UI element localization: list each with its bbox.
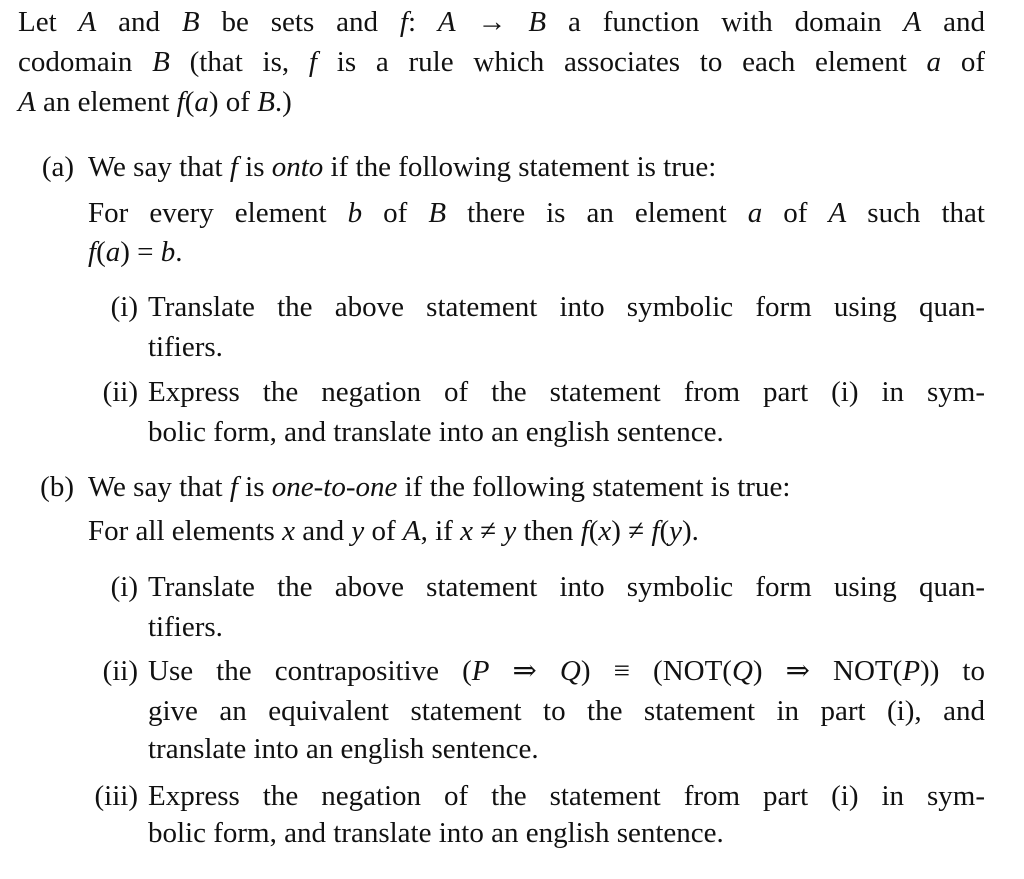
text-segment: ) of (208, 86, 258, 118)
text-segment: translate into an english sentence. (148, 733, 539, 765)
item-label: (ii) (102, 655, 138, 687)
text-segment: of (762, 197, 829, 229)
item-label: (i) (110, 291, 138, 323)
math-symbol: f (229, 471, 238, 503)
text-segment: of (362, 197, 429, 229)
math-symbol: B (152, 46, 170, 78)
math-symbol: x (598, 515, 612, 547)
text-segment: Use the contrapositive ( (148, 655, 472, 687)
text-segment: codomain (18, 46, 153, 78)
math-symbol: f (176, 86, 185, 118)
text-segment: Translate the above statement into symbolic form using quan- (148, 571, 985, 603)
text-segment: ( (588, 515, 599, 547)
math-symbol: B (181, 6, 200, 38)
text-segment: Express the negation of the statement from part (i) in sym- (148, 376, 985, 408)
text-segment: ( (184, 86, 195, 118)
text-line (88, 193, 985, 233)
text-line (148, 567, 985, 607)
text-segment: ( (659, 515, 670, 547)
math-symbol: Q (559, 655, 581, 687)
text-line (18, 42, 985, 82)
text-segment: such that (846, 197, 985, 229)
math-symbol: x (282, 515, 295, 547)
text-segment: )) to (920, 655, 985, 687)
text-segment: ). (681, 515, 699, 547)
text-segment: ( (96, 236, 106, 268)
math-symbol: P (471, 655, 490, 687)
text-segment: is (237, 471, 272, 503)
math-symbol: A (828, 197, 847, 229)
text-segment: .) (274, 86, 292, 118)
text-line (18, 82, 292, 122)
text-segment: be sets and (199, 6, 400, 38)
text-segment: and (294, 515, 352, 547)
text-line (148, 607, 223, 647)
text-segment: (that is, (169, 46, 309, 78)
item-label: (b) (40, 471, 74, 503)
text-segment: Translate the above statement into symbolic form using quan- (148, 291, 985, 323)
text-segment: a function with domain (546, 6, 904, 38)
text-segment: , if (420, 515, 461, 547)
math-symbol: A (903, 6, 922, 38)
text-segment: → (455, 6, 529, 38)
text-line (148, 327, 223, 367)
item-label: (iii) (94, 780, 138, 812)
math-symbol: y (351, 515, 365, 547)
text-segment: and (96, 6, 182, 38)
math-symbol: f (580, 515, 589, 547)
text-segment: We say that (88, 471, 230, 503)
text-segment: of (364, 515, 403, 547)
math-symbol: x (460, 515, 473, 547)
text-segment: give an equivalent statement to the statement in part (i), and (148, 695, 985, 727)
text-segment: tifiers. (148, 611, 223, 643)
text-line (18, 2, 985, 42)
text-line (88, 147, 716, 187)
math-symbol: b (160, 236, 176, 268)
text-segment: bolic form, and translate into an english sentence. (148, 416, 724, 448)
text-segment: Let (18, 6, 79, 38)
text-line (148, 372, 985, 412)
math-symbol: b (347, 197, 363, 229)
math-symbol: y (669, 515, 682, 547)
text-segment: ) = (120, 236, 161, 268)
math-symbol: B (257, 86, 275, 118)
math-symbol: one-to-one (271, 471, 398, 503)
math-symbol: f (651, 515, 660, 547)
text-segment: bolic form, and translate into an english sentence. (148, 817, 724, 849)
math-symbol: f (229, 151, 238, 183)
text-segment: of (941, 46, 985, 78)
text-line (88, 232, 183, 272)
text-line (148, 412, 724, 452)
math-symbol: a (194, 86, 209, 118)
text-segment: ≠ (472, 515, 504, 547)
math-symbol: Q (731, 655, 753, 687)
math-symbol: B (428, 197, 447, 229)
math-symbol: A (78, 6, 97, 38)
item-label: (i) (110, 571, 138, 603)
text-segment: then (516, 515, 581, 547)
text-segment: ) ⇒ NOT( (752, 655, 903, 687)
text-segment: and (921, 6, 985, 38)
math-symbol: B (528, 6, 547, 38)
text-line (88, 511, 699, 551)
text-line (148, 651, 985, 691)
text-line (148, 691, 985, 731)
text-segment: We say that (88, 151, 230, 183)
math-symbol: y (503, 515, 517, 547)
math-symbol: a (747, 197, 763, 229)
text-segment: For every element (88, 197, 348, 229)
text-segment: Express the negation of the statement from part (i) in sym- (148, 780, 985, 812)
text-segment: For all elements (88, 515, 283, 547)
text-segment: there is an element (446, 197, 748, 229)
item-label: (ii) (102, 376, 138, 408)
math-symbol: A (402, 515, 421, 547)
text-segment: ) ≠ (611, 515, 652, 547)
math-symbol: a (105, 236, 121, 268)
text-line (148, 813, 724, 853)
text-line (148, 776, 985, 816)
math-symbol: P (902, 655, 921, 687)
item-label: (a) (41, 151, 74, 183)
text-segment: ⇒ (489, 655, 560, 687)
text-segment: an element (35, 86, 177, 118)
text-segment: if the following statement is true: (323, 151, 717, 183)
text-segment: . (175, 236, 183, 268)
text-segment: is (237, 151, 272, 183)
math-symbol: f (308, 46, 317, 78)
text-segment: if the following statement is true: (397, 471, 791, 503)
text-segment: : (407, 6, 438, 38)
text-segment: tifiers. (148, 331, 223, 363)
math-symbol: A (18, 86, 36, 118)
text-segment: is a rule which associates to each element (316, 46, 927, 78)
text-line (148, 287, 985, 327)
math-symbol: A (437, 6, 456, 38)
text-line (148, 729, 539, 769)
math-symbol: a (926, 46, 942, 78)
text-segment: ) ≡ (NOT( (580, 655, 732, 687)
math-symbol: f (88, 236, 97, 268)
math-symbol: f (399, 6, 408, 38)
math-symbol: onto (271, 151, 324, 183)
text-line (88, 467, 790, 507)
